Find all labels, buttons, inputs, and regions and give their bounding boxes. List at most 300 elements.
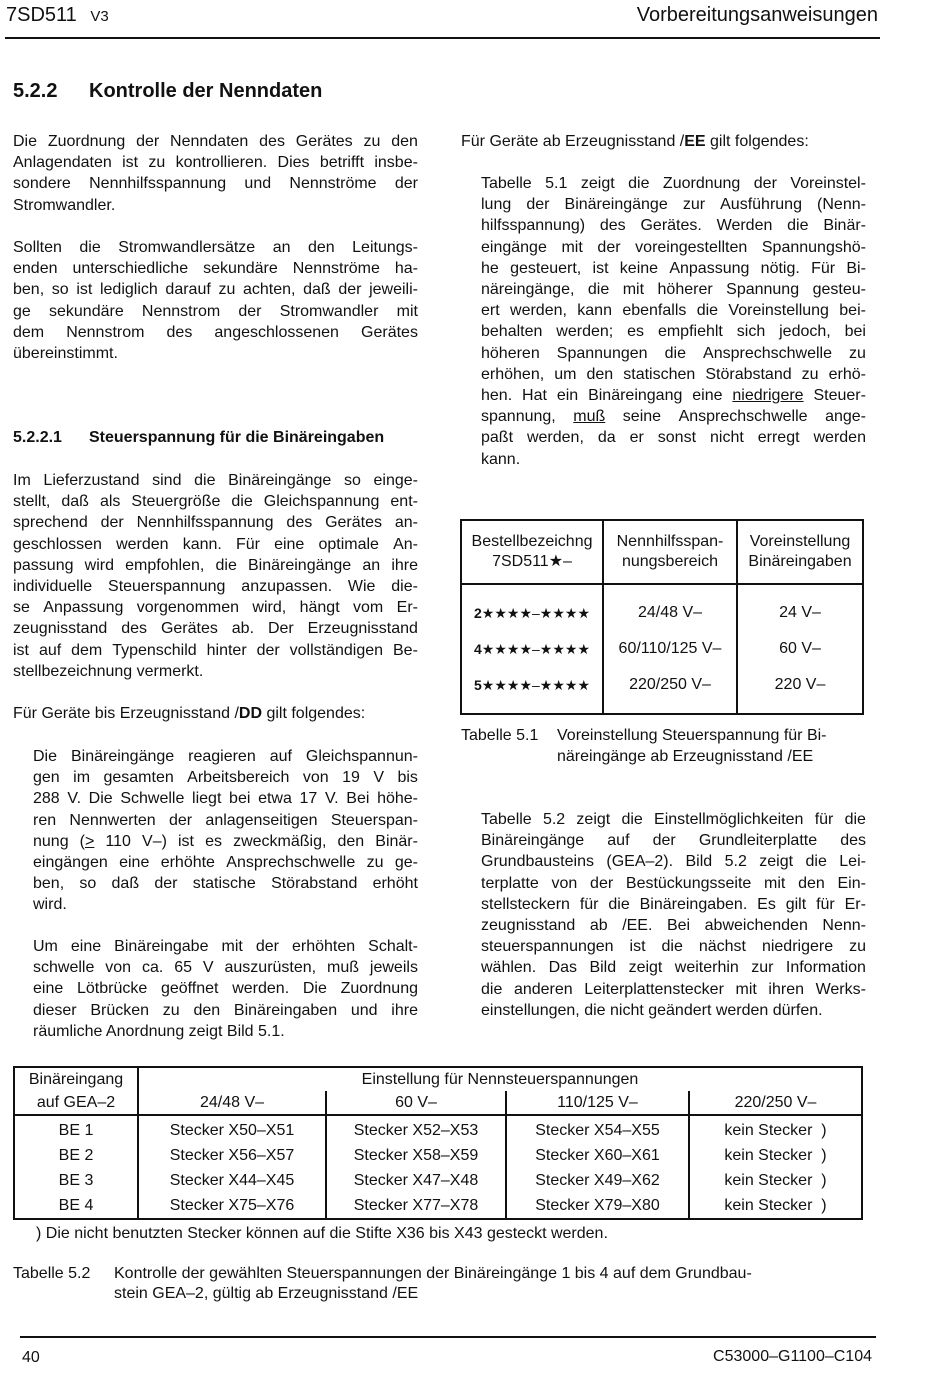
caption-label: Tabelle 5.1: [461, 727, 539, 744]
word: erhöhte: [160, 854, 215, 872]
binary-input-label: BE 3: [58, 1172, 94, 1189]
subsection-heading: [13, 429, 385, 447]
paragraph: [13, 470, 418, 682]
word: ist: [122, 154, 139, 172]
word: passung: [13, 556, 74, 574]
word: auf: [269, 748, 292, 765]
word: höheren: [481, 344, 540, 362]
word: erhöhten: [291, 938, 356, 955]
word: muß: [573, 408, 606, 426]
word: Voreinstellung: [728, 302, 829, 320]
word: statischen: [623, 365, 696, 383]
group-header: Einstellung für Nennsteuerspannungen: [138, 1067, 862, 1091]
text-line: [481, 364, 866, 385]
doc-version: V3: [90, 8, 109, 25]
word: ca.: [141, 959, 164, 977]
text-line: [481, 427, 866, 448]
word: muß: [327, 959, 360, 977]
word: nung: [33, 832, 69, 850]
word: vorgenommen: [136, 599, 240, 617]
word: der: [255, 938, 279, 955]
word: niedrigere: [732, 387, 804, 405]
word: ist: [76, 281, 93, 299]
word: spannung,: [481, 408, 556, 426]
word: der: [136, 133, 160, 150]
table-row: [14, 1143, 862, 1168]
text-run: kann.: [481, 450, 521, 468]
word: Bi-: [846, 259, 866, 277]
word: höherer: [657, 281, 713, 299]
word: Nennstrom: [141, 302, 221, 320]
word: darauf: [165, 281, 211, 299]
word: Grundbausteins: [481, 853, 594, 871]
text-line: [481, 809, 866, 830]
table-5-1-caption: [461, 725, 827, 766]
word: werden;: [556, 323, 614, 341]
table-cell: Stecker X47–X48: [326, 1168, 506, 1193]
binary-input-label: BE 4: [58, 1197, 94, 1214]
paragraph: [461, 131, 866, 152]
word: Erzeugnisstand: [307, 620, 418, 638]
word: der: [169, 811, 193, 829]
word: Be-: [393, 641, 418, 659]
column-header: 110/125 V–: [506, 1091, 689, 1115]
row-header: Binäreingang auf GEA–2: [14, 1067, 138, 1115]
text-line: [13, 131, 418, 152]
word: werden: [116, 535, 169, 553]
page-number: 40: [22, 1349, 40, 1366]
word: zu: [801, 365, 819, 383]
word: Anlagendaten: [13, 154, 112, 172]
word: V.: [67, 790, 82, 808]
word: der: [590, 874, 614, 892]
word: paßt: [481, 429, 514, 447]
word: von: [302, 769, 329, 787]
word: sekundäre: [49, 302, 124, 320]
word: und: [350, 1001, 378, 1019]
word: zu: [366, 854, 384, 872]
word: Grundleiterplatte: [698, 832, 818, 850]
table-row: [14, 1193, 862, 1219]
word: die: [664, 344, 686, 362]
word: um: [554, 365, 577, 383]
section-heading: [13, 80, 323, 103]
word: nicht: [709, 429, 744, 447]
word: Arbeitsbereich: [187, 769, 290, 787]
word: Wie: [347, 578, 376, 596]
word: 65: [174, 959, 193, 977]
word: Schwelle: [120, 790, 185, 808]
word: eingängen: [33, 854, 108, 872]
word: Zuordnung: [662, 175, 741, 192]
word: Stromwandlersätze: [118, 239, 256, 256]
text-line: [481, 385, 866, 406]
table-cell: 24 V–: [737, 584, 863, 631]
word: ha-: [394, 260, 418, 278]
text-line: [481, 237, 866, 258]
text-line: [33, 873, 418, 894]
word: Bei: [346, 790, 370, 808]
word: hängt: [299, 599, 340, 617]
word: Ansprechschwelle: [703, 344, 832, 362]
word: so: [79, 875, 97, 893]
word: zeugnisstand: [481, 917, 576, 935]
word: zeigt: [628, 959, 663, 977]
word: mit: [735, 980, 757, 998]
word: ben,: [33, 875, 65, 893]
text-line: [481, 300, 866, 321]
word: des: [166, 323, 193, 341]
word: zur: [682, 196, 706, 214]
word: mit: [622, 281, 645, 299]
text-run: EE: [684, 133, 706, 150]
word: so: [343, 472, 361, 489]
table-5-2-caption: [13, 1264, 752, 1302]
word: und: [244, 175, 272, 193]
word: betrifft: [319, 154, 365, 172]
word: Bei: [666, 917, 691, 935]
paragraph: [33, 746, 418, 916]
word: zeigt: [576, 811, 611, 828]
text-line: [481, 406, 866, 427]
word: werden,: [510, 302, 567, 320]
word: der: [154, 875, 178, 893]
word: Nennwerten: [69, 811, 156, 829]
word: die: [79, 239, 101, 256]
word: des: [286, 514, 313, 532]
word: näreingänge,: [481, 281, 575, 299]
doc-id: 7SD511: [6, 4, 77, 26]
word: wird: [84, 556, 114, 574]
text-line: [481, 915, 866, 936]
footer-rule: [20, 1336, 876, 1338]
word: erhö-: [828, 365, 866, 383]
text-run: DD: [238, 705, 262, 722]
word: erregt: [757, 429, 800, 447]
text-line: [13, 322, 418, 343]
table-5-1: [460, 519, 864, 715]
text-line: [33, 957, 418, 978]
word: da: [597, 429, 616, 447]
word: den: [307, 239, 335, 256]
word: Im: [13, 472, 31, 489]
text-line: [481, 979, 866, 1000]
word: die: [215, 556, 237, 574]
word: zeigt: [759, 853, 794, 871]
word: den: [391, 133, 418, 150]
table-cell: 60/110/125 V–: [603, 631, 737, 667]
word: Zuordnung: [340, 980, 418, 998]
word: sich: [736, 323, 766, 341]
word: die: [194, 472, 216, 489]
word: Gerätes.: [640, 217, 702, 235]
word: Es: [757, 895, 776, 913]
subsection-title: Steuerspannung für die Binäreingaben: [89, 429, 385, 446]
word: von: [105, 959, 132, 977]
word: enden: [13, 260, 58, 278]
text-run: einstellungen, die nicht geändert werden dürfen.: [481, 1001, 823, 1019]
word: wählen.: [481, 959, 537, 977]
word: an-: [394, 514, 418, 532]
word: als: [99, 493, 121, 511]
word: es: [627, 323, 645, 341]
word: zweckmäßig,: [233, 832, 327, 850]
word: jeweili-: [369, 281, 418, 299]
word: Nennhilfsspannung: [136, 514, 274, 532]
table-row: 2★★★★–★★★★ 24/48 V– 24 V–: [461, 584, 863, 631]
word: Binäreingaben.: [639, 895, 748, 913]
word: die: [844, 811, 866, 828]
word: An-: [393, 535, 418, 553]
text-line: [481, 279, 866, 300]
word: liegt: [192, 790, 222, 808]
word: Werden: [716, 217, 773, 235]
word: die: [805, 853, 827, 871]
word: Die: [88, 790, 113, 808]
text-line: [13, 597, 418, 618]
word: Nennströme: [289, 175, 377, 193]
word: sonst: [657, 429, 697, 447]
word: Brücken: [90, 1001, 150, 1019]
word: anlagenseitigen: [205, 811, 318, 829]
word: Für: [811, 259, 836, 277]
word: 17: [299, 790, 318, 808]
word: Einstellmöglichkeiten: [654, 811, 804, 828]
word: Gerätes: [361, 323, 418, 341]
word: Tabelle: [481, 175, 532, 192]
column-header: 60 V–: [326, 1091, 506, 1115]
word: eine: [33, 980, 64, 998]
word: sekundäre: [203, 260, 278, 278]
word: Nennströme: [292, 260, 380, 278]
word: den: [798, 874, 825, 892]
word: kann: [577, 302, 612, 320]
word: ist: [629, 938, 646, 956]
word: der: [597, 238, 621, 256]
word: mit: [396, 302, 418, 320]
text-line: [13, 576, 418, 597]
word: V–): [142, 832, 167, 850]
text-line: [481, 194, 866, 215]
text-line: [481, 258, 866, 279]
text-line: [481, 830, 866, 851]
table-cell: Stecker X44–X45: [138, 1168, 326, 1193]
word: Bild: [589, 959, 617, 977]
word: auf: [607, 832, 630, 850]
word: Dies: [277, 154, 310, 172]
word: Lötbrücke: [76, 980, 148, 998]
word: für: [814, 811, 834, 828]
paragraph: [33, 936, 418, 1042]
word: den: [586, 365, 614, 383]
word: die: [587, 281, 610, 299]
text-line: [13, 491, 418, 512]
word: Steuer-: [813, 387, 866, 405]
word: ein: [556, 387, 579, 405]
column-header: 24/48 V–: [138, 1091, 326, 1115]
column-header: 220/250 V–: [689, 1091, 862, 1115]
word: hinter: [206, 641, 247, 659]
text-line: [13, 661, 418, 682]
word: Binäreingang: [588, 387, 683, 405]
word: die: [608, 895, 630, 913]
text-run: räumliche Anordnung zeigt Bild 5.1.: [33, 1022, 285, 1040]
word: sind: [152, 472, 182, 489]
paragraph: [13, 131, 418, 216]
word: Binäreingänge: [228, 472, 332, 489]
paragraph: [481, 173, 866, 470]
word: vollständigen: [289, 641, 384, 659]
table-cell: 220/250 V–: [603, 667, 737, 714]
word: nötig.: [760, 259, 800, 277]
text-line: [481, 343, 866, 364]
text-line: [33, 936, 418, 957]
word: Anpassung: [43, 599, 124, 617]
table-cell: Stecker X54–X55: [506, 1115, 689, 1143]
word: Anpassung: [669, 259, 750, 277]
word: werden,: [526, 429, 584, 447]
word: Der: [267, 620, 294, 638]
subsection-number: 5.2.2.1: [13, 429, 62, 446]
paragraph: [481, 809, 866, 1021]
caption-label: Tabelle 5.2: [13, 1265, 91, 1282]
word: V: [373, 769, 385, 787]
text-line: [13, 703, 418, 724]
word: Bild: [685, 853, 713, 871]
word: der: [526, 196, 550, 214]
word: seine: [622, 408, 662, 426]
binary-input-label: BE 1: [58, 1122, 94, 1139]
word: werden.: [232, 980, 290, 998]
text-line: [13, 279, 418, 300]
caption-line: stein GEA–2, gültig ab Erzeugnisstand /EE: [114, 1285, 419, 1302]
word: der: [753, 175, 777, 192]
text-line: [481, 215, 866, 236]
word: Gleichspannun-: [305, 748, 418, 765]
caption-line: Voreinstellung Steuerspannung für Bi-: [557, 727, 827, 744]
word: reagieren: [188, 748, 256, 765]
word: dem: [71, 641, 103, 659]
table-row: 4★★★★–★★★★ 60/110/125 V– 60 V–: [461, 631, 863, 667]
word: ab: [589, 917, 608, 935]
word: Er-: [844, 895, 866, 913]
word: dieser: [33, 1001, 77, 1019]
word: Nennhilfsspannung: [89, 175, 227, 193]
word: Gerätes: [160, 620, 218, 638]
word: Gerätes: [325, 514, 382, 532]
word: daß: [61, 493, 89, 511]
word: Für: [235, 535, 260, 553]
word: niedrigere: [761, 938, 834, 956]
word: vom: [353, 599, 384, 617]
word: werden: [813, 429, 866, 447]
word: zeigt: [580, 175, 615, 192]
word: empfiehlt: [657, 323, 723, 341]
text-line: [13, 258, 418, 279]
word: Bestückungsseite: [625, 874, 752, 892]
word: Information: [785, 959, 866, 977]
text-run: wird.: [33, 896, 67, 914]
word: Die: [33, 748, 58, 765]
word: angeschlossenen: [214, 323, 339, 341]
word: des: [840, 832, 866, 850]
word: eine: [692, 387, 723, 405]
word: Um: [33, 938, 58, 955]
word: eine: [119, 854, 150, 872]
word: Die: [302, 980, 327, 998]
word: schwelle: [33, 959, 95, 977]
word: (Nenn-: [817, 196, 866, 214]
text-line: [481, 851, 866, 872]
text-line: [13, 301, 418, 322]
word: kontrollieren.: [175, 154, 268, 172]
table-cell: 60 V–: [737, 631, 863, 667]
word: einge-: [373, 472, 418, 489]
word: Spannung: [726, 281, 800, 299]
word: mit: [764, 874, 786, 892]
word: ge-: [394, 854, 418, 872]
word: Sollten: [13, 239, 62, 256]
running-header-title: Vorbereitungsanweisungen: [636, 4, 878, 26]
word: anderen: [513, 980, 573, 998]
word: mit: [561, 238, 583, 256]
text-line: [13, 152, 418, 173]
paragraph: [13, 703, 418, 724]
word: (>: [79, 832, 95, 850]
word: Nennstrom: [66, 323, 145, 341]
word: individuelle: [13, 578, 93, 596]
text-line: [481, 173, 866, 194]
word: achten,: [242, 281, 296, 299]
word: ren: [33, 811, 57, 829]
word: ert: [481, 302, 500, 320]
word: stellsteckern: [481, 895, 570, 913]
word: geöffnet: [160, 980, 219, 998]
word: Binär-: [375, 832, 418, 850]
word: eine: [274, 535, 305, 553]
word: höhe-: [377, 790, 418, 808]
word: he: [481, 259, 499, 277]
word: ist: [178, 832, 194, 850]
word: bei-: [839, 302, 866, 320]
word: V: [202, 959, 214, 977]
text-line: [13, 640, 418, 661]
word: Binäreingänge: [564, 196, 668, 214]
word: Ausführung: [720, 196, 802, 214]
word: stellt,: [13, 493, 51, 511]
word: Binäreingänge: [481, 832, 585, 850]
word: sprechend: [13, 514, 88, 532]
text-line: [33, 767, 418, 788]
word: die: [661, 938, 683, 956]
table-cell: Stecker X58–X59: [326, 1143, 506, 1168]
word: gesamten: [103, 769, 174, 787]
word: Schalt-: [368, 938, 418, 955]
word: an: [272, 239, 291, 256]
word: Das: [548, 959, 578, 977]
table-cell: Stecker X79–X80: [506, 1193, 689, 1219]
word: gesteu-: [812, 281, 866, 299]
text-run: gilt folgendes:: [705, 133, 809, 150]
text-line: [33, 746, 418, 767]
text-line: [33, 852, 418, 873]
table-cell: Stecker X56–X57: [138, 1143, 326, 1168]
word: der: [652, 832, 676, 850]
text-line: [33, 831, 418, 852]
word: von: [551, 874, 578, 892]
table-cell: Stecker X49–X62: [506, 1168, 689, 1193]
word: statische: [192, 875, 256, 893]
